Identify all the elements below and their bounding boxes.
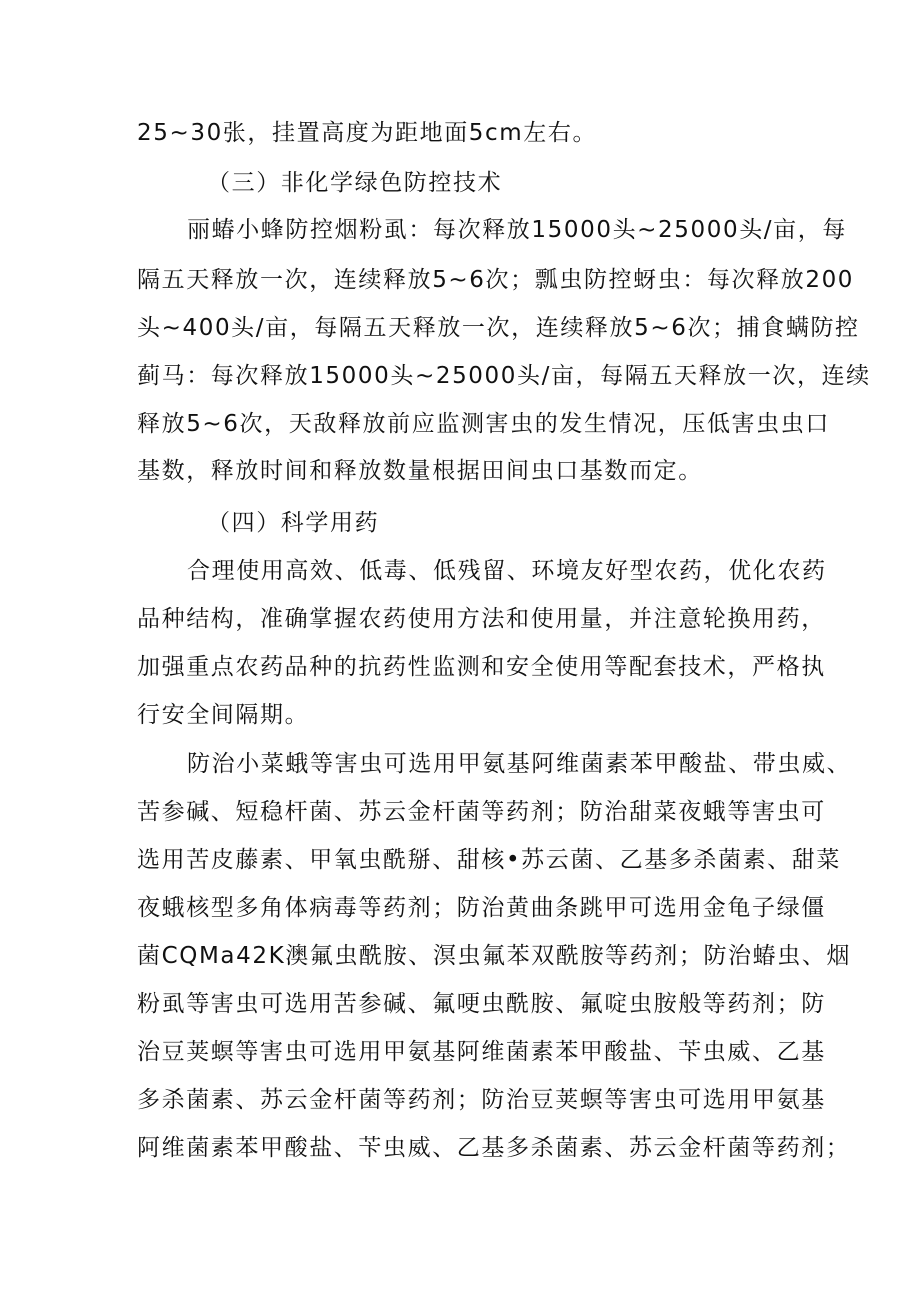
text-line: 选用苦皮藤素、甲氧虫酰掰、甜核•苏云菌、乙基多杀菌素、甜菜 xyxy=(137,847,841,873)
text-line: 基数，释放时间和释放数量根据田间虫口基数而定。 xyxy=(137,458,703,484)
text-line: 行安全间隔期。 xyxy=(137,702,310,728)
text-line: 释放5~6次，天敌释放前应监测害虫的发生情况，压低害虫虫口 xyxy=(137,411,830,437)
text-line: 粉虱等害虫可选用苦参碱、氟哽虫酰胺、氟啶虫胺般等药剂；防 xyxy=(137,991,826,1017)
text-line: 苦参碱、短稳杆菌、苏云金杆菌等药剂；防治甜菜夜蛾等害虫可 xyxy=(137,799,826,825)
text-line: 阿维菌素苯甲酸盐、苄虫威、乙基多杀菌素、苏云金杆菌等药剂； xyxy=(137,1135,851,1161)
text-line: 防治小菜蛾等害虫可选用甲氨基阿维菌素苯甲酸盐、带虫威、 xyxy=(187,751,852,777)
section-heading-3: （三）非化学绿色防控技术 xyxy=(207,170,503,196)
text-line: 多杀菌素、苏云金杆菌等药剂；防治豆荚螟等害虫可选用甲氨基 xyxy=(137,1087,826,1113)
text-line: 25~30张，挂置高度为距地面5cm左右。 xyxy=(137,120,598,146)
text-line: 加强重点农药品种的抗药性监测和安全使用等配套技术，严格执 xyxy=(137,654,826,680)
text-line: 头~400头/亩，每隔五天释放一次，连续释放5~6次；捕食螨防控 xyxy=(137,315,860,341)
text-line: 夜蛾核型多角体病毒等药剂；防治黄曲条跳甲可选用金龟子绿僵 xyxy=(137,895,826,921)
section-heading-4: （四）科学用药 xyxy=(207,510,380,536)
text-line: 蓟马：每次释放15000头~25000头/亩，每隔五天释放一次，连续 xyxy=(137,363,871,389)
text-line: 合理使用高效、低毒、低残留、环境友好型农药，优化农药 xyxy=(187,558,827,584)
text-line: 隔五天释放一次，连续释放5~6次；瓢虫防控蚜虫：每次释放200 xyxy=(137,267,855,293)
text-line: 治豆荚螟等害虫可选用甲氨基阿维菌素苯甲酸盐、苄虫威、乙基 xyxy=(137,1039,826,1065)
text-line: 菌CQMa42K澳氟虫酰胺、溟虫氟苯双酰胺等药剂；防治蝽虫、烟 xyxy=(137,943,852,969)
text-line: 丽蝽小蜂防控烟粉虱：每次释放15000头~25000头/亩，每 xyxy=(187,217,847,243)
text-line: 品种结构，准确掌握农药使用方法和使用量，并注意轮换用药， xyxy=(137,606,826,632)
